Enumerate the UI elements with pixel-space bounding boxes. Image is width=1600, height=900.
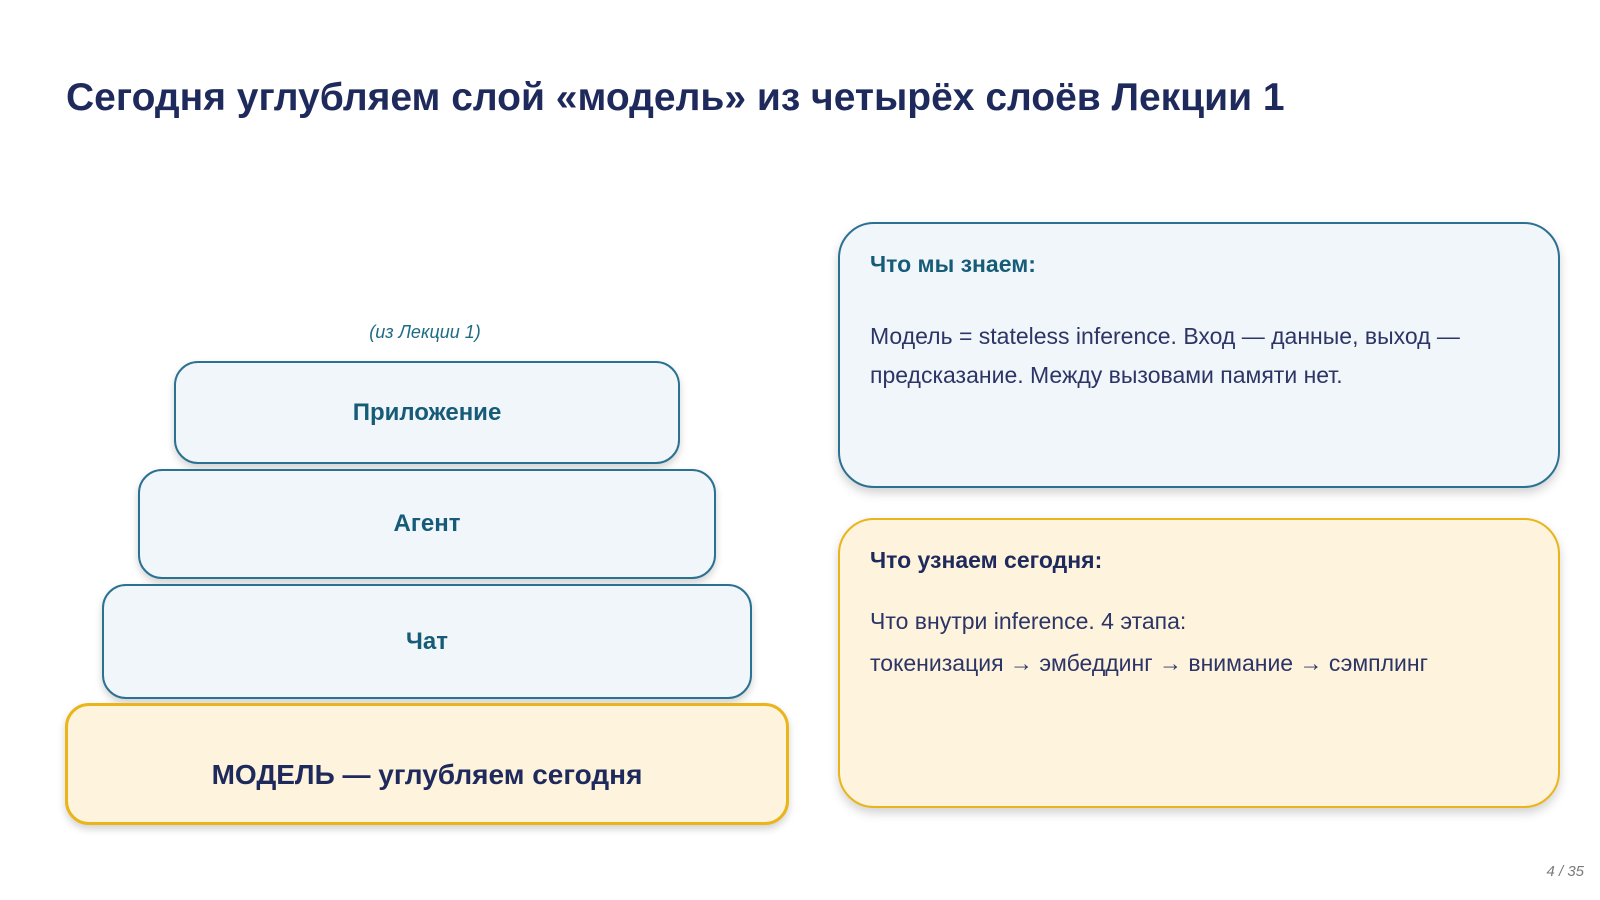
slide-title: Сегодня углубляем слой «модель» из четырёх слоёв Лекции 1 [66,76,1285,119]
known-card-text: Модель = stateless inference. Вход — данные, выход — предсказание. Между вызовами памяти нет. [870,322,1460,388]
layer-model: МОДЕЛЬ — углубляем сегодня [65,703,789,825]
today-card-line: токенизация → эмбеддинг → внимание → сэмплинг [870,649,1428,676]
today-card-title: Что узнаем сегодня: [870,547,1103,573]
today-card-body [870,602,1528,683]
known-card-title: Что мы знаем: [870,251,1036,277]
layer-app: Приложение [174,361,680,464]
layer-chat: Чат [102,584,752,699]
known-card [838,222,1560,488]
page-number: 4 / 35 [1546,863,1584,880]
layer-agent: Агент [138,469,716,579]
today-card-line: Что внутри inference. 4 этапа: [870,607,1187,634]
today-card [838,518,1560,808]
stack-caption: (из Лекции 1) [369,322,481,342]
